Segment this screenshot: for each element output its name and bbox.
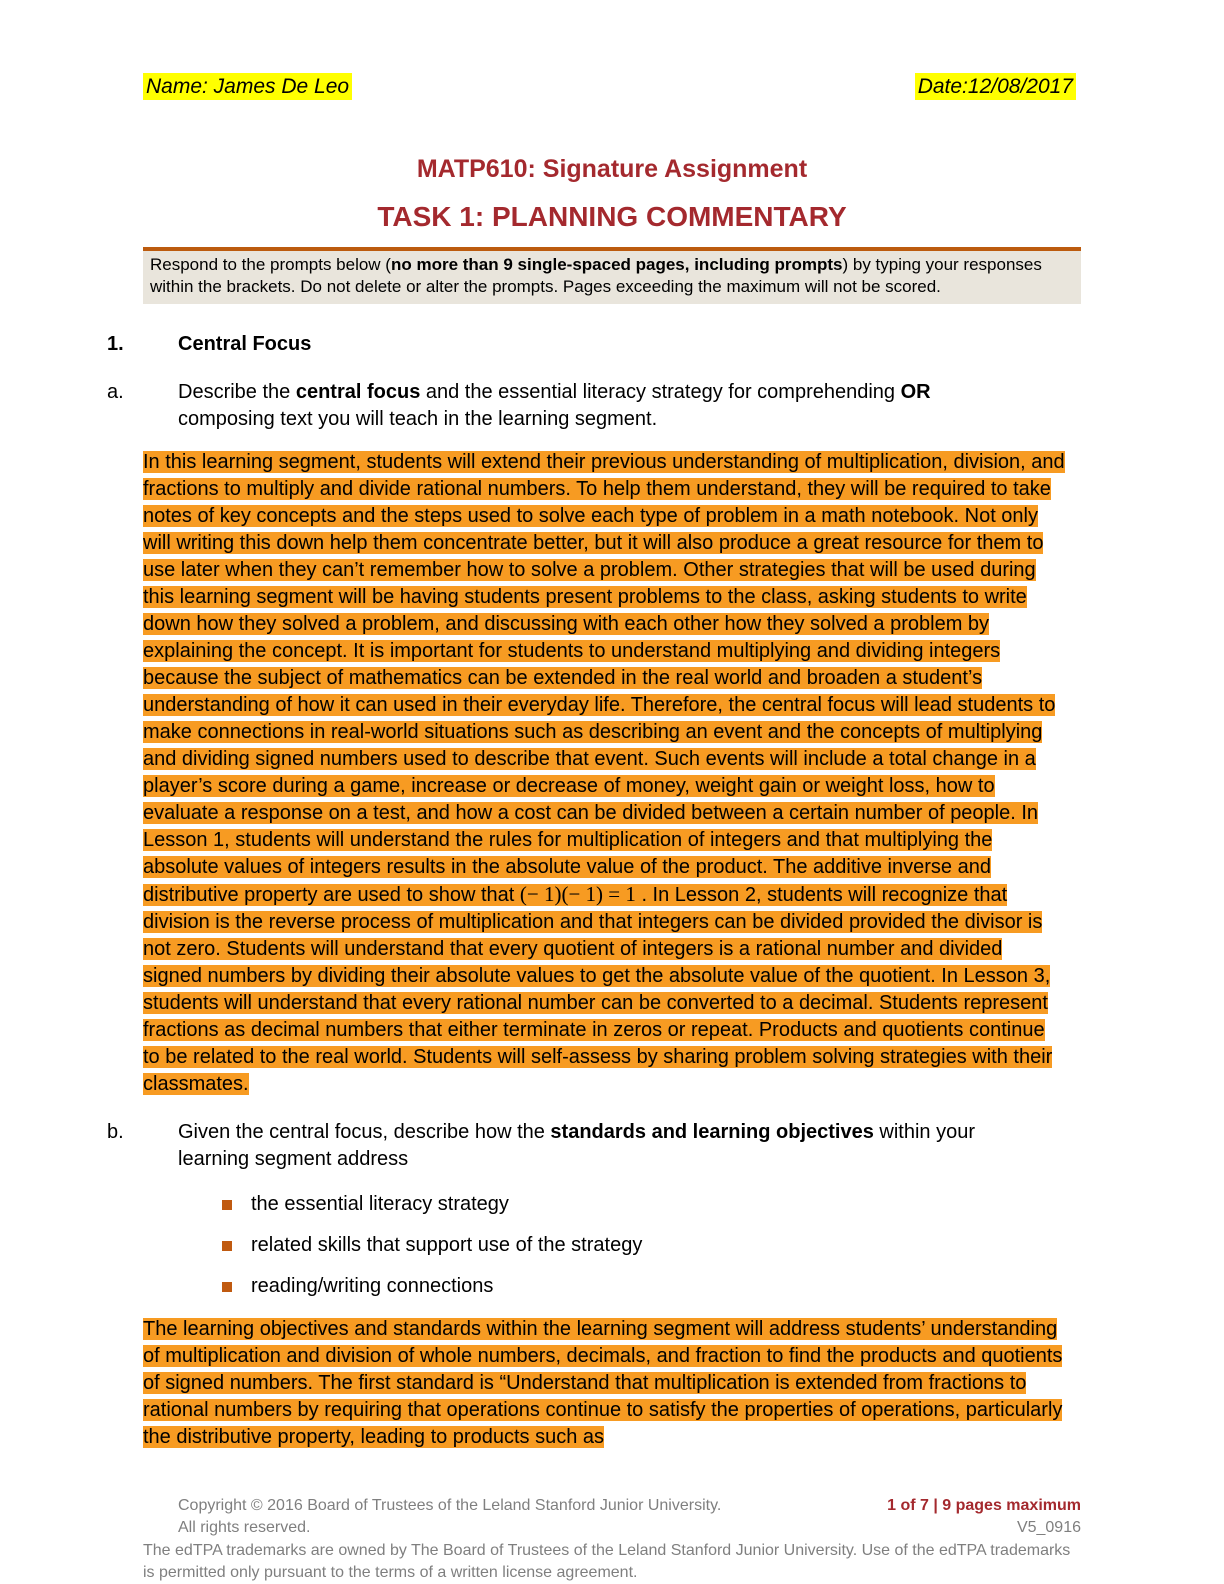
bullet-item	[222, 1273, 1224, 1300]
version-label: V5_0916	[1016, 1519, 1081, 1536]
footer-line-1	[143, 1495, 1081, 1517]
page-footer	[143, 1495, 1081, 1584]
prompt-b-text: Given the central focus, describe how the standards and learning objectives within your learning segment address	[178, 1121, 976, 1170]
section-1-number: 1.	[107, 333, 124, 355]
student-name-highlight: Name: James De Leo	[143, 73, 352, 100]
bullet-text: the essential literacy strategy	[251, 1193, 509, 1215]
instructions-text-suffix: ) by typing your responses within the brackets. Do not delete or alter the prompts. Pages exceeding the maximum will not be scored.	[150, 255, 1042, 296]
prompt-a	[107, 379, 1224, 433]
answer-b-highlight	[143, 1316, 1065, 1451]
section-1-title: Central Focus	[178, 333, 312, 355]
page-count-label: 1 of 7 | 9 pages maximum	[887, 1497, 1081, 1514]
bullet-square-icon	[222, 1200, 232, 1210]
bullet-item	[222, 1232, 1224, 1259]
answer-a-highlight	[143, 449, 1065, 1098]
answer-a-math-expression: (− 1)(− 1) = 1	[519, 882, 636, 906]
section-1-heading	[107, 331, 1224, 358]
bullet-text: reading/writing connections	[251, 1275, 494, 1297]
assignment-title: MATP610: Signature Assignment	[416, 155, 808, 183]
trademark-note: The edTPA trademarks are owned by The Board of Trustees of the Leland Stanford Junior University. Use of the edTPA trademarks is permitted only pursuant to the terms of a written license agreement.	[143, 1542, 1071, 1581]
bullet-text: related skills that support use of the strategy	[251, 1234, 643, 1256]
date-highlight: Date:12/08/2017	[915, 73, 1076, 100]
bullet-square-icon	[222, 1241, 232, 1251]
answer-a-text-2: . In Lesson 2, students will recognize that division is the reverse process of multiplication and that integers can be divided provided the divisor is not zero. Students will understand that every quotient of integers is a rational number and divided signed numbers by dividing their absolute values to get the absolute value of the quotient. In Lesson 3, students will understand that every rational number can be converted to a decimal. Students represent fractions as decimal numbers that either terminate in zeros or repeat. Products and quotients continue to be related to the real world. Students will self-assess by sharing problem solving strategies with their classmates.	[143, 884, 1053, 1095]
instructions-box	[143, 247, 1081, 304]
answer-b-text: The learning objectives and standards within the learning segment will address students’ understanding of multiplication and division of whole numbers, decimals, and fraction to find the products and quotients of signed numbers. The first standard is “Understand that multiplication is extended from fractions to rational numbers by requiring that operations continue to satisfy the properties of operations, particularly the distributive property, leading to products such as	[143, 1318, 1063, 1448]
bullet-item	[222, 1191, 1224, 1218]
answer-a-text-1: In this learning segment, students will extend their previous understanding of multiplication, division, and fractions to multiply and divide rational numbers. To help them understand, they will be required to take notes of key concepts and the steps used to solve each type of problem in a math notebook. Not only will writing this down help them concentrate better, but it will also produce a great resource for them to use later when they can’t remember how to solve a problem. Other strategies that will be used during this learning segment will be having students present problems to the class, asking students to write down how they solved a problem, and discussing with each other how they solved a problem by explaining the concept. It is important for students to understand multiplying and dividing integers because the subject of mathematics can be extended in the real world and broaden a student’s understanding of how it can used in their everyday life. Therefore, the central focus will lead students to make connections in real-world situations such as describing an event and the concepts of multiplying and dividing signed numbers used to describe that event. Such events will include a total change in a player’s score during a game, increase or decrease of money, weight gain or weight loss, how to evaluate a response on a test, and how a cost can be divided between a certain number of people. In Lesson 1, students will understand the rules for multiplication of integers and that multiplying the absolute values of integers results in the absolute value of the product. The additive inverse and distributive property are used to show that	[143, 451, 1065, 906]
bullet-list	[222, 1191, 1224, 1300]
copyright-line-2: All rights reserved.	[178, 1519, 311, 1536]
prompt-a-text: Describe the central focus and the essential literacy strategy for comprehending OR composing text you will teach in the learning segment.	[178, 381, 931, 430]
prompt-a-label: a.	[107, 381, 124, 403]
footer-line-2	[143, 1517, 1081, 1539]
instructions-text-bold: no more than 9 single-spaced pages, including prompts	[390, 255, 843, 274]
title-block	[0, 154, 1224, 233]
task-title: TASK 1: PLANNING COMMENTARY	[377, 201, 847, 232]
header-row	[0, 0, 1224, 100]
prompt-b-label: b.	[107, 1121, 124, 1143]
copyright-line-1: Copyright © 2016 Board of Trustees of the Leland Stanford Junior University.	[178, 1497, 722, 1514]
prompt-b	[107, 1119, 1224, 1173]
instructions-text-prefix: Respond to the prompts below (	[150, 255, 391, 274]
bullet-square-icon	[222, 1282, 232, 1292]
